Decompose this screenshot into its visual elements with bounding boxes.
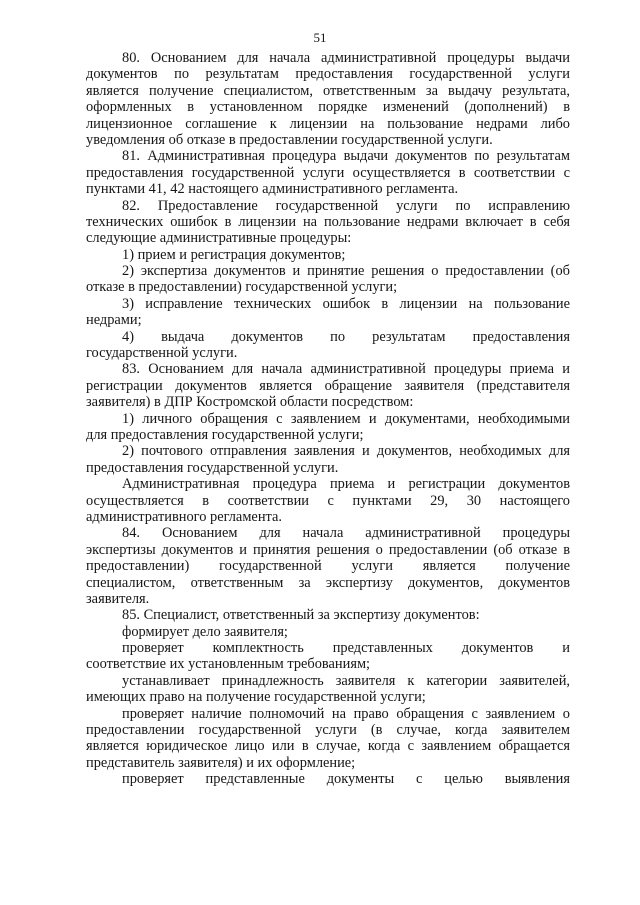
paragraph xyxy=(86,673,570,706)
paragraph xyxy=(86,50,570,148)
text-line: предоставлении) государственной услуги является получение xyxy=(86,558,570,575)
text-line: недрами; xyxy=(86,312,142,329)
text-line: отказе в предоставлении) государственной услуги; xyxy=(86,279,398,296)
text-line: проверяет наличие полномочий на право обращения с заявлением о xyxy=(122,705,570,722)
text-line: 4) выдача документов по результатам предоставления xyxy=(122,328,570,345)
text-line: формирует дело заявителя; xyxy=(122,623,288,640)
text-line: 85. Специалист, ответственный за экспертизу документов: xyxy=(122,607,480,624)
text-line: 81. Административная процедура выдачи документов по результатам xyxy=(122,148,570,165)
text-line: имеющих право на получение государственной услуги; xyxy=(86,689,426,706)
text-line: 82. Предоставление государственной услуги по исправлению xyxy=(122,197,570,214)
text-line: предоставления государственной услуги. xyxy=(86,459,339,476)
text-line: экспертизы документов и принятия решения о предоставлении (об отказе в xyxy=(86,541,570,558)
text-line: осуществляется в соответствии с пунктами 29, 30 настоящего xyxy=(86,492,570,509)
text-line: проверяет комплектность представленных документов и xyxy=(122,640,570,657)
text-line: заявителя. xyxy=(86,590,150,607)
paragraph xyxy=(86,706,570,772)
text-line: является юридическое лицо или в случае, когда с заявлением обращается xyxy=(86,738,570,755)
document-body xyxy=(86,50,570,788)
text-line: технических ошибок в лицензии на пользование недрами включает в себя xyxy=(86,213,570,230)
page-number: 51 xyxy=(313,30,327,45)
text-line: уведомления об отказе в предоставлении государственной услуги. xyxy=(86,131,493,148)
paragraph xyxy=(86,329,570,362)
text-line: предоставлении государственной услуги (в случае, когда заявителем xyxy=(86,722,570,739)
text-line: проверяет представленные документы с целью выявления xyxy=(122,771,570,788)
paragraph xyxy=(86,476,570,525)
text-line: государственной услуги. xyxy=(86,345,238,362)
text-line: 1) прием и регистрация документов; xyxy=(122,246,346,263)
text-line: административного регламента. xyxy=(86,508,282,525)
text-line: заявителя) в ДПР Костромской области посредством: xyxy=(86,394,414,411)
text-line: 80. Основанием для начала административной процедуры выдачи xyxy=(122,50,570,66)
text-line: 1) личного обращения с заявлением и документами, необходимыми xyxy=(122,410,570,427)
text-line: 84. Основанием для начала административной процедуры xyxy=(122,525,570,542)
paragraph xyxy=(86,607,570,623)
paragraph xyxy=(86,640,570,673)
text-line: документов по результатам предоставления государственной услуги xyxy=(86,66,570,83)
text-line: оформленных в установленном порядке изменений (дополнений) в xyxy=(86,99,570,116)
text-line: 2) почтового отправления заявления и документов, необходимых для xyxy=(122,443,570,460)
paragraph xyxy=(86,525,570,607)
text-line: 3) исправление технических ошибок в лицензии на пользование xyxy=(122,295,570,312)
text-line: соответствие их установленным требованиям; xyxy=(86,656,371,673)
paragraph xyxy=(86,443,570,476)
text-line: предоставления государственной услуги осуществляется в соответствии с xyxy=(86,164,570,181)
paragraph xyxy=(86,361,570,410)
text-line: лицензионное соглашение к лицензии на пользование недрами либо xyxy=(86,115,570,132)
text-line: представитель заявителя) и их оформление; xyxy=(86,754,356,771)
text-line: Административная процедура приема и регистрации документов xyxy=(122,476,570,493)
text-line: пунктами 41, 42 настоящего административного регламента. xyxy=(86,181,459,198)
text-line: для предоставления государственной услуги; xyxy=(86,426,364,443)
text-line: специалистом, ответственным за экспертизу документов, документов xyxy=(86,574,570,591)
text-line: устанавливает принадлежность заявителя к категории заявителей, xyxy=(122,672,570,689)
paragraph xyxy=(86,247,570,263)
paragraph xyxy=(86,148,570,197)
text-line: следующие административные процедуры: xyxy=(86,230,352,247)
text-line: 2) экспертиза документов и принятие решения о предоставлении (об xyxy=(122,263,570,280)
paragraph xyxy=(86,411,570,444)
paragraph xyxy=(86,624,570,640)
paragraph xyxy=(86,296,570,329)
text-line: регистрации документов является обращение заявителя (представителя xyxy=(86,377,570,394)
paragraph xyxy=(86,263,570,296)
paragraph xyxy=(86,771,570,787)
text-line: 83. Основанием для начала административной процедуры приема и xyxy=(122,361,570,378)
text-line: является получение специалистом, ответственным за выдачу результата, xyxy=(86,82,570,99)
paragraph xyxy=(86,198,570,247)
